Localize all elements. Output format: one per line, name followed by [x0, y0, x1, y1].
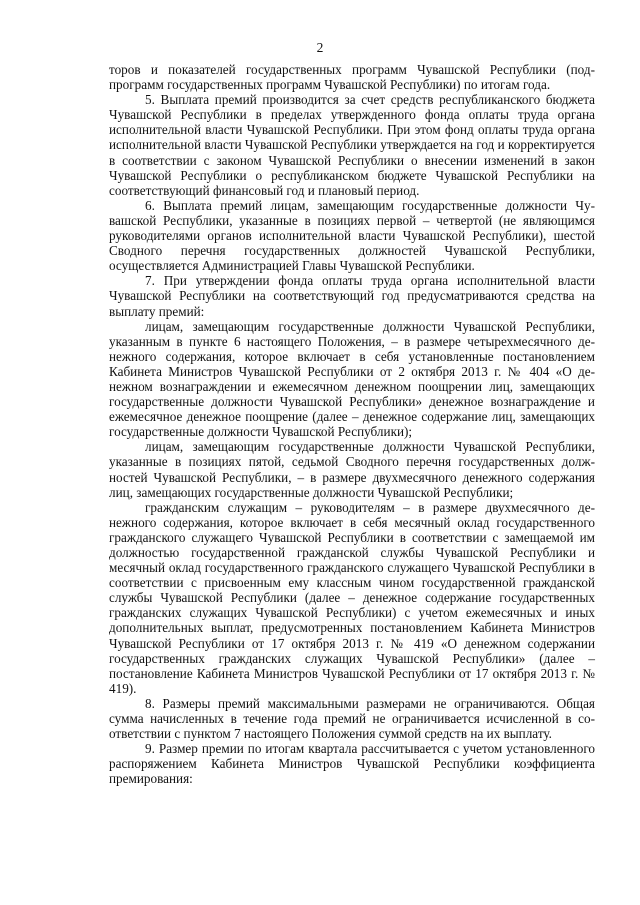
- document-body: [109, 62, 595, 787]
- page-number: 2: [316, 40, 324, 55]
- paragraph-7: 7. При утверждении фонда оплаты труда органа исполнительной власти Чувашской Республики на соответствующий год предусматриваются средства на выплату премий:: [109, 273, 595, 319]
- paragraph-continuation: торов и показателей государственных программ Чувашской Республики (подпрограмм государственных программ Чувашской Республики) по итогам года.: [109, 62, 595, 93]
- paragraph-5: 5. Выплата премий производится за счет средств республиканского бюджета Чувашской Республики в пределах утвержденного фонда оплаты труда органа исполнительной власти Чувашской Республики. При этом фонд оплаты труда органа исполнительной власти Чувашской Республики утверждается на год и корректируется в соответствии с законом Чувашской Республики о внесении изменений в закон Чувашской Республики о республиканском бюджете Чувашской Республики на соответствующий финансовый год и плановый период.: [109, 92, 595, 198]
- paragraph-7-item-3: гражданским служащим – руководителям – в размере двухмесячного денежного содержания, которое включает в себя месячный оклад государственного гражданского служащего Чувашской Республики в соответствии с замещаемой им должностью государственной гражданской службы Чувашской Республики и месячный оклад государственного гражданского служащего Чувашской Республики в соответствии с присвоенным ему классным чином государственной гражданской службы Чувашской Республики (далее – денежное содержание государственных гражданских служащих Чувашской Республики) с учетом ежемесячных и иных дополнительных выплат, предусмотренных постановлением Кабинета Министров Чувашской Республики от 17 октября 2013 г. № 419 «О денежном содержании государственных гражданских служащих Чувашской Республики» (далее – постановление Кабинета Министров Чувашской Республики от 17 октября 2013 г. № 419).: [109, 499, 595, 696]
- paragraph-9: 9. Размер премии по итогам квартала рассчитывается с учетом установленного распоряжением Кабинета Министров Чувашской Республики коэффициента премирования:: [109, 741, 595, 787]
- paragraph-7-item-1: лицам, замещающим государственные должности Чувашской Республики, указанным в пункте 6 настоящего Положения, – в размере четырехмесячного денежного содержания, которое включает в себя установленные постановлением Кабинета Министров Чувашской Республики от 2 октября 2013 г. № 404 «О денежном вознаграждении и ежемесячном денежном поощрении лиц, замещающих государственные должности Чувашской Республики» денежное вознаграждение и ежемесячное денежное поощрение (далее – денежное содержание лиц, замещающих государственные должности Чувашской Республики);: [109, 318, 595, 440]
- paragraph-6: 6. Выплата премий лицам, замещающим государственные должности Чувашской Республики, указанные в позициях первой – четвертой (не являющимся руководителями органов исполнительной власти Чувашской Республики), шестой Сводного перечня государственных должностей Чувашской Республики, осуществляется Администрацией Главы Чувашской Республики.: [109, 197, 595, 274]
- paragraph-8: 8. Размеры премий максимальными размерами не ограничиваются. Общая сумма начисленных в течение года премий не ограничивается исчисленной в соответствии с пунктом 7 настоящего Положения суммой средств на их выплату.: [109, 695, 595, 742]
- paragraph-7-item-2: лицам, замещающим государственные должности Чувашской Республики, указанные в позициях пятой, седьмой Сводного перечня государственных должностей Чувашской Республики, – в размере двухмесячного денежного содержания лиц, замещающих государственные должности Чувашской Республики;: [109, 439, 595, 500]
